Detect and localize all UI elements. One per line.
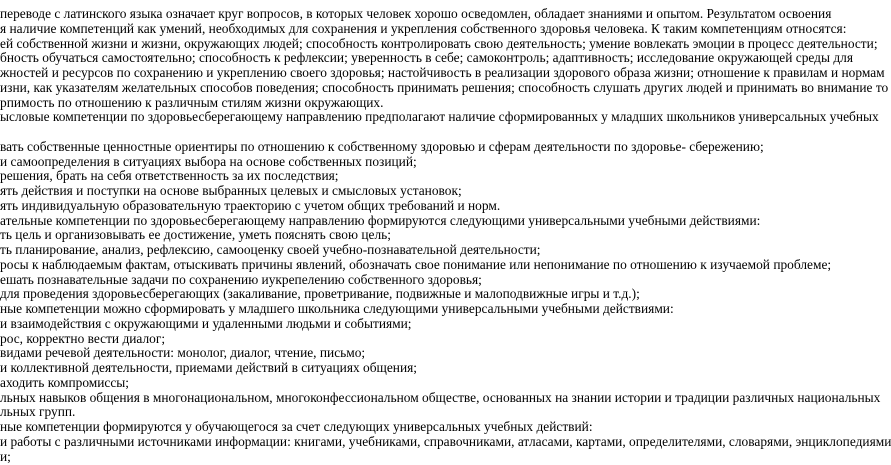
- text-line: и самоопределения в ситуациях выбора на основе собственных позиций;: [0, 153, 417, 169]
- text-line: ательные компетенции по здоровьесберегающему направлению формируются следующими универсальными учебными действиями:: [0, 212, 761, 228]
- text-line: ей собственной жизни и жизни, окружающих людей; способность контролировать свою деятельность; умение вовлекать эмоции в процесс деятельности;: [0, 35, 878, 51]
- text-line: переводе с латинского языка означает круг вопросов, в которых человек хорошо осведомлен, обладает знаниями и опытом. Результатом освоения: [0, 6, 832, 21]
- text-line: ные компетенции формируются у обучающегося за счет следующих универсальных учебных действий:: [0, 419, 593, 434]
- text-line: ть цель и организовывать ее достижение, уметь пояснять свою цель;: [0, 227, 391, 243]
- text-line: ять индивидуальную образовательную траекторию с учетом общих требований и норм.: [0, 197, 501, 213]
- text-line: рос, корректно вести диалог;: [0, 330, 166, 346]
- text-line: льных навыков общения в многонациональном, многоконфессиональном обществе, основанных на знании истории и традиции различных национальных: [0, 389, 881, 405]
- text-line: решения, брать на себя ответственность за их последствия;: [0, 168, 339, 184]
- text-line: бность обучаться самостоятельно; способность к рефлексии; уверенность в себе; самоконтроль; адаптивность; исследование окружающей среды для: [0, 50, 853, 66]
- text-line: жностей и ресурсов по сохранению и укреплению своего здоровья; настойчивость в реализации здорового образа жизни; отношение к правилам и нормам: [0, 65, 885, 80]
- text-line: для проведения здоровьесберегающих (закаливание, проветривание, подвижные и малоподвижные игры и т.д.);: [0, 286, 640, 302]
- text-line: и взаимодействия с окружающими и удаленными людьми и событиями;: [0, 315, 412, 331]
- text-line: видами речевой деятельности: монолог, диалог, чтение, письмо;: [0, 345, 366, 361]
- text-line: ные компетенции можно сформировать у младшего школьника следующими универсальными учебными действиями:: [0, 301, 674, 316]
- text-line: ешать познавательные задачи по сохранению иукрепелению собственного здоровья;: [0, 271, 482, 287]
- text-line: я наличие компетенций как умений, необходимых для сохранения и укрепления собственного здоровья человека. К таким компетенциям относятся:: [0, 20, 847, 36]
- text-line: и;: [0, 448, 11, 464]
- text-line: льных групп.: [0, 404, 76, 420]
- text-line: ть планирование, анализ, рефлексию, самооценку своей учебно-познавательной деятельности;: [0, 242, 541, 257]
- text-line: росы к наблюдаемым фактам, отыскивать причины явлений, обозначать свое понимание или непонимание по отношению к изучаемой проблеме;: [0, 256, 832, 272]
- text-line: и коллективной деятельности, приемами действий в ситуациях общения;: [0, 360, 417, 375]
- text-line: ять действия и поступки на основе выбранных целевых и смысловых установок;: [0, 183, 462, 198]
- text-line: изни, как указателям желательных способов поведения; способность принимать решения; способность слушать других людей и принимать во внимание то: [0, 79, 889, 95]
- text-line: ысловые компетенции по здоровьесберегающему направлению предполагают наличие сформированных у младших школьников универсальных учебных: [0, 109, 879, 125]
- text-line: рпимость по отношению к различным стилям жизни окружающих.: [0, 94, 384, 110]
- text-line: и работы с различными источниками информации: книгами, учебниками, справочниками, атласами, картами, определителями, словарями, энциклопедиями: [0, 433, 891, 449]
- text-line: вать собственные ценностные ориентиры по отношению к собственному здоровью и сферам деятельности по здоровье- сбережению;: [0, 138, 764, 154]
- text-line: аходить компромиссы;: [0, 374, 130, 390]
